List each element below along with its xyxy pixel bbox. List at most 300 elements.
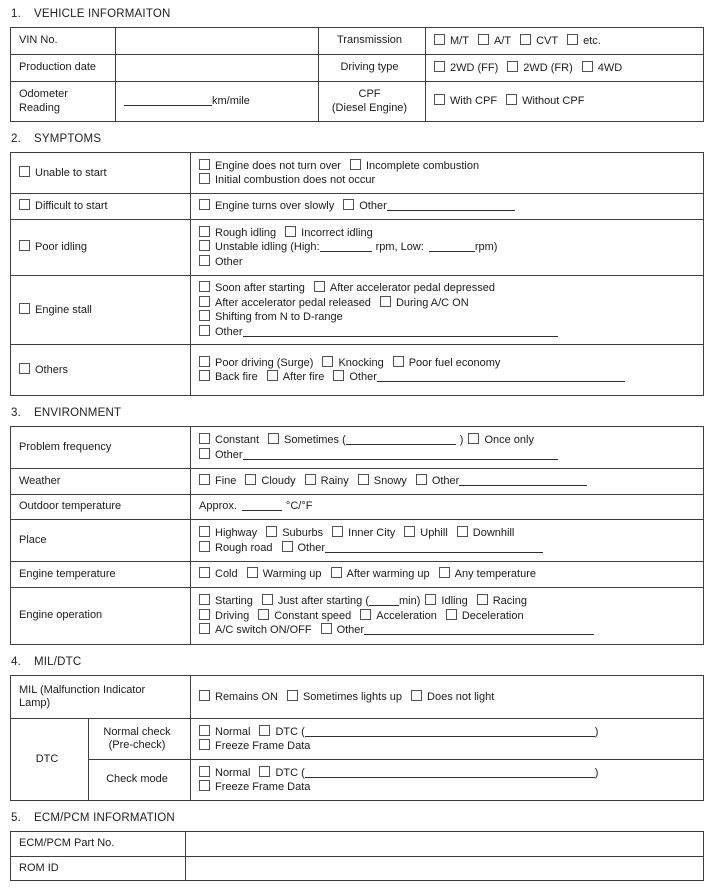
cell-text: min) [399, 595, 421, 608]
checkbox[interactable] [199, 766, 210, 777]
cell-line [19, 534, 186, 548]
blank-write-in-line[interactable] [325, 542, 543, 553]
cell-text: Lamp) [19, 697, 51, 709]
checkbox[interactable] [199, 199, 210, 210]
checkbox[interactable] [404, 526, 415, 537]
blank-write-in-line[interactable] [305, 767, 595, 778]
cell-text: Production date [19, 61, 97, 74]
checkbox-label: Does not light [427, 690, 495, 703]
cell-text: DTC [35, 752, 59, 765]
input-cell[interactable] [186, 832, 704, 857]
checkbox[interactable] [287, 690, 298, 701]
checkbox-label: After accelerator pedal released [215, 296, 371, 309]
checkbox-label: Engine stall [35, 303, 92, 316]
row-label-cell [11, 427, 191, 469]
row-label-cell [11, 345, 191, 396]
cell-text: Odometer [19, 88, 68, 100]
checkbox[interactable] [199, 255, 210, 266]
checkbox[interactable] [477, 594, 488, 605]
cell-text: CPF [358, 88, 381, 100]
table-row [11, 857, 704, 881]
checkbox[interactable] [321, 623, 332, 634]
cell-line [199, 296, 699, 311]
checkbox-label: Snowy [373, 475, 407, 488]
section-environment [10, 407, 703, 645]
checkbox-label: Poor driving (Surge) [215, 356, 314, 369]
cell-line [199, 226, 699, 241]
section-heading [11, 407, 703, 419]
checkbox-label: Difficult to start [35, 200, 108, 213]
ecm-pcm-table [10, 831, 703, 881]
cell-line [199, 448, 699, 463]
input-cell[interactable] [186, 857, 704, 881]
checkbox[interactable] [199, 594, 210, 605]
section-heading [11, 8, 703, 20]
section-heading [11, 812, 703, 824]
checkbox[interactable] [567, 34, 578, 45]
row-label-cell [11, 676, 191, 719]
checkbox[interactable] [199, 356, 210, 367]
checkbox-label: Engine does not turn over [215, 159, 341, 172]
cell-text: Outdoor temperature [19, 500, 122, 513]
checkbox[interactable] [199, 281, 210, 292]
checkbox-label: Inner City [348, 527, 396, 539]
checkbox-label: Other [336, 624, 365, 637]
checkbox[interactable] [199, 474, 210, 485]
checkbox-label: Uphill [420, 527, 448, 539]
checkbox-label: DTC ( [275, 766, 305, 779]
cell-line [322, 34, 422, 48]
checkbox-label: Rough road [215, 541, 273, 554]
row-label-cell [89, 760, 191, 801]
checkbox[interactable] [199, 433, 210, 444]
checkbox[interactable] [393, 356, 404, 367]
symptoms-table [10, 152, 703, 396]
cell-line [19, 697, 186, 711]
options-cell [191, 760, 704, 801]
blank-write-in-line[interactable] [459, 475, 587, 486]
cell-line [199, 255, 699, 270]
checkbox-label: Unstable idling (High: [215, 241, 320, 254]
checkbox-label: After warming up [346, 568, 430, 581]
checkbox[interactable] [199, 173, 210, 184]
cell-line [199, 766, 699, 781]
section-title: ECM/PCM INFORMATION [34, 812, 175, 824]
checkbox-label: Other [215, 448, 243, 461]
cell-line [19, 166, 186, 181]
checkbox-label: A/T [493, 34, 512, 47]
checkbox-label: Knocking [338, 356, 384, 369]
options-cell [191, 469, 704, 495]
checkbox[interactable] [457, 526, 468, 537]
row-label-cell [11, 55, 116, 82]
cell-text: rpm, Low: [375, 241, 424, 254]
checkbox[interactable] [199, 623, 210, 634]
checkbox-label: Idling [441, 595, 468, 608]
checkbox[interactable] [285, 226, 296, 237]
cell-text: Transmission [337, 34, 402, 47]
checkbox-label: Racing [492, 595, 527, 608]
cell-text: ) [594, 766, 599, 779]
checkbox-label: Downhill [472, 527, 515, 539]
checkbox-label: Soon after starting [215, 282, 305, 294]
checkbox-label: Driving [215, 609, 250, 622]
checkbox-label: Other [431, 475, 460, 488]
options-cell [191, 194, 704, 220]
cell-text: VIN No. [19, 34, 58, 47]
cell-line [19, 199, 186, 214]
options-cell [426, 82, 704, 122]
checkbox-label: Normal [215, 766, 251, 779]
form-table [10, 675, 704, 801]
checkbox-label: Constant [215, 434, 260, 446]
cell-line [434, 34, 699, 49]
blank-write-in-line[interactable] [429, 241, 475, 252]
cell-line [199, 310, 699, 325]
options-cell [116, 82, 319, 122]
vehicle-information-table [10, 27, 703, 122]
cell-line [19, 303, 186, 318]
cell-line [92, 773, 187, 787]
row-label-cell [11, 153, 191, 194]
row-label-cell [11, 562, 191, 588]
checkbox[interactable] [360, 609, 371, 620]
cell-line [199, 240, 699, 255]
form-table [10, 831, 704, 881]
checkbox[interactable] [199, 310, 210, 321]
table-row [11, 427, 704, 469]
blank-write-in-line[interactable] [364, 624, 594, 635]
checkbox[interactable] [322, 356, 333, 367]
checkbox-label: Suburbs [282, 527, 324, 539]
checkbox[interactable] [199, 159, 210, 170]
row-label-cell [11, 857, 186, 881]
row-label-cell [11, 28, 116, 55]
row-label-cell [11, 194, 191, 220]
cell-line [19, 862, 181, 876]
cell-text: (Pre-check) [108, 739, 166, 751]
blank-write-in-line[interactable] [305, 726, 595, 737]
blank-write-in-line[interactable] [387, 200, 515, 211]
cell-line [322, 102, 422, 116]
options-cell [191, 562, 704, 588]
blank-write-in-line[interactable] [377, 371, 625, 382]
section-number: 1. [11, 8, 21, 20]
cell-line [199, 356, 699, 371]
section-number: 3. [11, 407, 21, 419]
options-cell [426, 55, 704, 82]
checkbox-label: CVT [536, 34, 559, 47]
checkbox-label: Just after starting ( [277, 595, 370, 608]
checkbox-label: Other [297, 541, 326, 554]
cell-line [199, 526, 699, 541]
cell-text: Weather [19, 474, 61, 487]
cell-line [199, 173, 699, 188]
table-row [11, 719, 704, 760]
blank-write-in-line[interactable] [243, 326, 558, 337]
checkbox[interactable] [439, 567, 450, 578]
checkbox[interactable] [478, 34, 489, 45]
checkbox-label: With CPF [450, 95, 498, 108]
checkbox[interactable] [199, 780, 210, 791]
blank-write-in-line[interactable] [369, 595, 399, 606]
cell-text: ) [459, 434, 464, 446]
options-cell [191, 495, 704, 520]
cell-line [199, 474, 699, 489]
row-label-cell [11, 588, 191, 645]
table-row [11, 520, 704, 562]
cell-line [92, 739, 187, 753]
checkbox[interactable] [333, 370, 344, 381]
checkbox[interactable] [245, 474, 256, 485]
checkbox-label: Warming up [262, 568, 322, 581]
options-cell [191, 588, 704, 645]
blank-write-in-line[interactable] [124, 95, 212, 106]
checkbox-label: Cloudy [261, 475, 296, 488]
blank-write-in-line[interactable] [242, 500, 282, 511]
cell-text: ECM/PCM Part No. [19, 837, 115, 850]
cell-line [322, 61, 422, 75]
table-row [11, 562, 704, 588]
checkbox[interactable] [582, 61, 593, 72]
table-row [11, 82, 704, 122]
checkbox[interactable] [247, 567, 258, 578]
table-row [11, 55, 704, 82]
section-ecm-pcm-information [10, 812, 703, 881]
options-cell [191, 520, 704, 562]
cell-text: rpm) [474, 241, 498, 254]
checkbox[interactable] [199, 448, 210, 459]
input-cell[interactable] [116, 55, 319, 82]
checkbox-label: M/T [450, 34, 469, 47]
table-row [11, 676, 704, 719]
blank-write-in-line[interactable] [243, 449, 558, 460]
checkbox[interactable] [350, 159, 361, 170]
cell-line [19, 240, 186, 255]
table-row [11, 220, 704, 276]
checkbox[interactable] [305, 474, 316, 485]
cell-text: Normal check [103, 725, 171, 738]
checkbox[interactable] [446, 609, 457, 620]
row-label-cell [319, 28, 426, 55]
cell-text: Reading [19, 101, 60, 114]
section-number: 5. [11, 812, 21, 824]
checkbox[interactable] [19, 166, 30, 177]
table-row [11, 153, 704, 194]
checkbox[interactable] [267, 370, 278, 381]
checkbox[interactable] [262, 594, 273, 605]
cell-line [199, 594, 699, 609]
checkbox[interactable] [199, 541, 210, 552]
options-cell [191, 719, 704, 760]
checkbox[interactable] [416, 474, 427, 485]
checkbox[interactable] [199, 370, 210, 381]
checkbox[interactable] [259, 766, 270, 777]
table-row [11, 495, 704, 520]
checkbox[interactable] [259, 725, 270, 736]
cell-line [19, 34, 111, 48]
checkbox[interactable] [199, 567, 210, 578]
cell-text: °C/°F [285, 500, 313, 513]
checkbox-label: Incorrect idling [301, 226, 373, 239]
checkbox[interactable] [331, 567, 342, 578]
checkbox[interactable] [19, 303, 30, 314]
cell-line [434, 61, 699, 76]
checkbox[interactable] [199, 725, 210, 736]
checkbox[interactable] [468, 433, 479, 444]
checkbox-label: Other [349, 371, 377, 383]
table-row [11, 194, 704, 220]
table-row [11, 28, 704, 55]
section-title: ENVIRONMENT [34, 407, 122, 419]
row-label-cell [11, 520, 191, 562]
checkbox-label: Constant speed [274, 609, 352, 622]
cell-line [199, 623, 699, 638]
checkbox-label: Any temperature [454, 568, 536, 581]
checkbox[interactable] [199, 739, 210, 750]
input-cell[interactable] [116, 28, 319, 55]
cell-text: Problem frequency [19, 440, 112, 453]
checkbox-label: Remains ON [215, 690, 278, 703]
blank-write-in-line[interactable] [320, 241, 372, 252]
checkbox[interactable] [268, 433, 279, 444]
cell-line [19, 363, 186, 378]
checkbox[interactable] [199, 690, 210, 701]
cell-line [199, 500, 699, 514]
checkbox-label: Back fire [215, 371, 258, 383]
cell-line [199, 567, 699, 582]
cell-line [322, 88, 422, 102]
row-label-cell [11, 276, 191, 345]
cell-line [434, 94, 699, 109]
form-table [10, 27, 704, 122]
cell-line [199, 370, 699, 385]
checkbox[interactable] [425, 594, 436, 605]
checkbox[interactable] [19, 240, 30, 251]
cell-line [199, 541, 699, 556]
checkbox[interactable] [506, 94, 517, 105]
cell-line [19, 475, 186, 489]
row-label-cell [89, 719, 191, 760]
cell-text: ROM ID [19, 861, 59, 874]
checkbox-label: Poor idling [35, 241, 87, 254]
checkbox[interactable] [332, 526, 343, 537]
checkbox-label: 2WD (FR) [523, 61, 573, 74]
checkbox[interactable] [411, 690, 422, 701]
row-label-cell [11, 220, 191, 276]
table-row [11, 760, 704, 801]
mil-dtc-table [10, 675, 703, 801]
section-heading [11, 133, 703, 145]
checkbox-label: Other [215, 255, 243, 268]
section-number: 2. [11, 133, 21, 145]
checkbox-label: Other [359, 200, 387, 213]
cell-text: Check mode [106, 773, 168, 786]
checkbox-label: Cold [215, 568, 238, 581]
options-cell [191, 676, 704, 719]
row-label-cell [11, 719, 89, 801]
cell-line [199, 725, 699, 740]
cell-text: km/mile [212, 94, 250, 107]
cell-text: (Diesel Engine) [331, 101, 408, 114]
checkbox[interactable] [343, 199, 354, 210]
cell-text: MIL (Malfunction Indicator [19, 683, 146, 696]
section-title: SYMPTOMS [34, 133, 102, 145]
cell-text: Engine temperature [19, 567, 116, 580]
checkbox[interactable] [520, 34, 531, 45]
checkbox[interactable] [507, 61, 518, 72]
cell-line [199, 780, 699, 795]
checkbox-label: Acceleration [376, 609, 437, 622]
checkbox[interactable] [282, 541, 293, 552]
table-row [11, 832, 704, 857]
row-label-cell [11, 469, 191, 495]
cell-line [199, 609, 699, 624]
section-symptoms [10, 133, 703, 396]
checkbox[interactable] [199, 609, 210, 620]
checkbox[interactable] [314, 281, 325, 292]
cell-line [124, 95, 314, 109]
checkbox-label: DTC ( [275, 725, 305, 738]
checkbox[interactable] [380, 296, 391, 307]
cell-line [199, 281, 699, 296]
checkbox[interactable] [434, 34, 445, 45]
checkbox[interactable] [199, 240, 210, 251]
checkbox[interactable] [199, 296, 210, 307]
checkbox[interactable] [266, 526, 277, 537]
section-number: 4. [11, 656, 21, 668]
checkbox[interactable] [258, 609, 269, 620]
checkbox[interactable] [434, 61, 445, 72]
options-cell [191, 153, 704, 194]
checkbox-label: Once only [484, 434, 534, 446]
options-cell [191, 345, 704, 396]
table-row [11, 469, 704, 495]
checkbox-label: After accelerator pedal depressed [329, 282, 495, 294]
checkbox-label: Freeze Frame Data [215, 781, 311, 793]
cell-line [199, 690, 699, 705]
checkbox[interactable] [19, 199, 30, 210]
cell-text: Approx. [199, 500, 237, 513]
options-cell [426, 28, 704, 55]
cell-line [19, 609, 186, 623]
checkbox[interactable] [19, 363, 30, 374]
checkbox[interactable] [199, 526, 210, 537]
blank-write-in-line[interactable] [346, 434, 456, 445]
cell-line [19, 61, 111, 75]
cell-line [199, 325, 699, 340]
checkbox-label: Unable to start [35, 166, 107, 179]
checkbox-label: Shifting from N to D-range [215, 311, 343, 323]
checkbox-label: Deceleration [461, 609, 524, 622]
cell-line [19, 837, 181, 851]
checkbox-label: Rainy [320, 475, 349, 488]
section-mil-dtc [10, 656, 703, 801]
form-table [10, 426, 704, 645]
checkbox[interactable] [434, 94, 445, 105]
checkbox[interactable] [199, 226, 210, 237]
checkbox[interactable] [199, 325, 210, 336]
checkbox-label: Engine turns over slowly [215, 200, 335, 213]
row-label-cell [11, 82, 116, 122]
checkbox-label: After fire [282, 371, 325, 383]
options-cell [191, 427, 704, 469]
checkbox[interactable] [358, 474, 369, 485]
section-heading [11, 656, 703, 668]
checkbox-label: Others [35, 363, 69, 376]
cell-line [92, 726, 187, 740]
row-label-cell [319, 82, 426, 122]
